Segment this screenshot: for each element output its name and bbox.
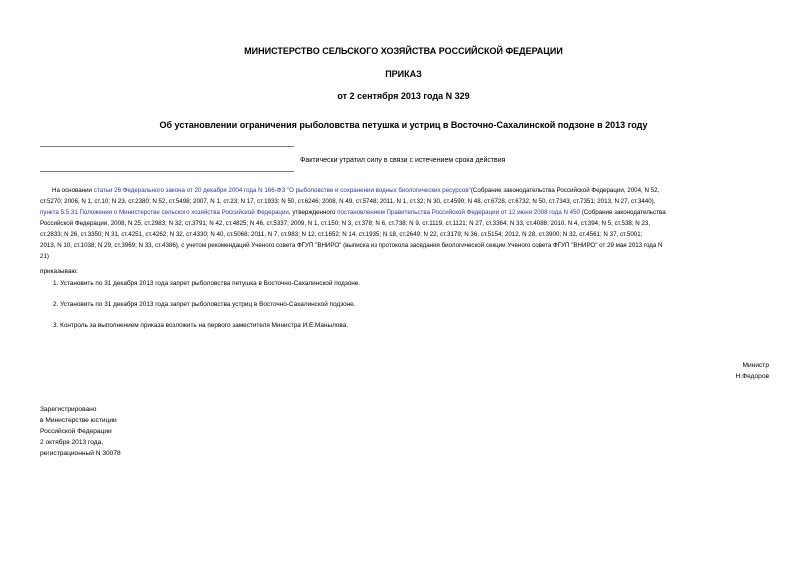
order-item-1: 1. Установить по 31 декабря 2013 года запрет рыболовства петушка в Восточно-Сахалинской подзоне. bbox=[53, 280, 361, 287]
signature-name: Н.Федоров bbox=[735, 373, 769, 380]
order-item-3: 3. Контроль за выполнением приказа возложить на первого заместителя Министра И.Е.Манылова. bbox=[53, 322, 349, 329]
ministry-heading: МИНИСТЕРСТВО СЕЛЬСКОГО ХОЗЯЙСТВА РОССИЙСКОЙ ФЕДЕРАЦИИ bbox=[244, 46, 563, 56]
registration-line: Зарегистрировано bbox=[40, 406, 97, 413]
status-note: Фактически утратил силу в связи с истечением срока действия bbox=[300, 157, 506, 164]
divider-top bbox=[40, 146, 294, 147]
order-word: приказываю: bbox=[40, 268, 78, 275]
preamble-line-5: ст.2833; N 26, ст.3350; N 31, ст.4251, ст.4262; N 32, ст.4330; N 40, ст.5068; 2011, N 7, ст.983; N 12, ст.1652; N 14, ст.1935; N 18, ст.2649; N 22, ст.3179; N 36, ст.5154; 2012, N 28, ст.3900; N 32, ст.4561; N 37, ст.5001; bbox=[40, 231, 643, 238]
preamble-text: На основании bbox=[52, 187, 94, 194]
registration-line: 2 октября 2013 года, bbox=[40, 439, 104, 446]
registration-block bbox=[40, 404, 121, 459]
document-type: ПРИКАЗ bbox=[385, 69, 422, 79]
preamble-line-3 bbox=[40, 207, 780, 218]
preamble bbox=[40, 185, 780, 262]
divider-bottom bbox=[40, 171, 294, 172]
preamble-text: (Собрание законодательства Российской Федерации, 2004, N 52, bbox=[470, 187, 660, 194]
preamble-line-1 bbox=[40, 185, 780, 196]
registration-line: регистрационный N 30078 bbox=[40, 450, 121, 457]
preamble-line-4: Российской Федерации, 2008, N 25, ст.2983; N 32, ст.3791; N 42, ст.4825; N 46, ст.5337; 2009, N 1, ст.150; N 3, ст.378; N 6, ст.738; N 9, ст.1119, ст.1121; N 27, ст.3364; N 33, ст.4088; 2010, N 4, ст.394; N 5, ст.538; N 23, bbox=[40, 220, 651, 227]
preamble-line-7: 21) bbox=[40, 253, 49, 260]
preamble-text: , утвержденного bbox=[288, 209, 338, 216]
document-title: Об установлении ограничения рыболовства петушка и устриц в Восточно-Сахалинской подзоне в 2013 году bbox=[159, 120, 648, 130]
preamble-line-6: 2013, N 10, ст.1038; N 29, ст.3969; N 33, ст.4386), с учетом рекомендаций Ученого совета ФГУП "ВНИРО" (выписка из протокола заседания биологической секции Ученого совета ФГУП "ВНИРО" от 29 мая 2013 года N bbox=[40, 242, 663, 249]
document-date-number: от 2 сентября 2013 года N 329 bbox=[337, 91, 470, 101]
signature-position: Министр bbox=[742, 362, 769, 369]
preamble-line-2: ст.5270; 2006, N 1, ст.10; N 23, ст.2380; N 52, ст.5498; 2007, N 1, ст.23; N 17, ст.1933; N 50, ст.6246; 2008, N 49, ст.5748; 2011, N 1, ст.32; N 30, ст.4590; N 48, ст.6728, ст.6732; N 50, ст.7343, ст.7351; 2013, N 27, ст.3440), bbox=[40, 198, 656, 205]
law-link[interactable]: статьи 26 Федерального закона от 20 декабря 2004 года N 166-ФЗ "О рыболовстве и сохранении водных биологических ресурсов" bbox=[93, 187, 471, 194]
registration-line: Российской Федерации bbox=[40, 428, 112, 435]
order-item-2: 2. Установить по 31 декабря 2013 года запрет рыболовства устриц в Восточно-Сахалинской подзоне. bbox=[53, 301, 356, 308]
resolution-link[interactable]: постановлением Правительства Российской Федерации от 12 июня 2008 года N 450 bbox=[337, 209, 580, 216]
preamble-text: (Собрание законодательства bbox=[580, 209, 666, 216]
registration-line: в Министерстве юстиции bbox=[40, 417, 117, 424]
regulation-link[interactable]: пункта 5.5.31 Положения о Министерстве сельского хозяйства Российской Федерации bbox=[40, 209, 289, 216]
